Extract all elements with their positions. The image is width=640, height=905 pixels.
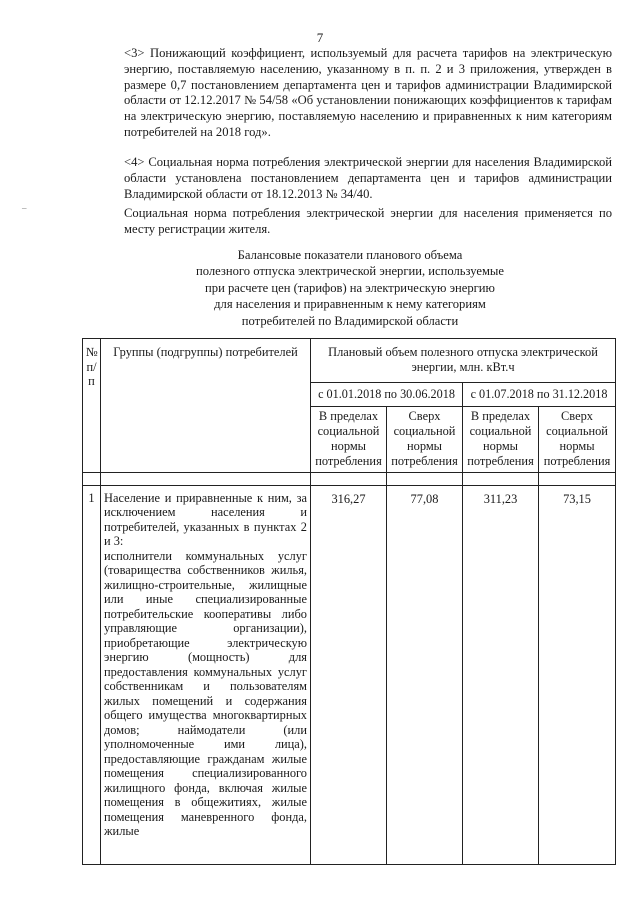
- header-within-1: В пределах социальной нормы потребления: [311, 406, 387, 472]
- row-group: [101, 485, 311, 864]
- header-num: № п/п: [83, 339, 101, 473]
- footnote-4-text: <4> Социальная норма потребления электрической энергии для населения Владимирской области установлена постановлением департамента цен и тарифов администрации Владимирской области от 18.12.2013 № 34/40.: [124, 155, 612, 201]
- caption-line: Балансовые показатели планового объема: [237, 248, 463, 262]
- header-group: Группы (подгруппы) потребителей: [101, 339, 311, 473]
- value-above-1: 77,08: [387, 485, 463, 864]
- header-period-2: с 01.07.2018 по 31.12.2018: [463, 383, 616, 407]
- value-within-1: 316,27: [311, 485, 387, 864]
- row-group-text-a: Население и приравненные к ним, за исключением населения и потребителей, указанных в пунктах 2 и 3:: [104, 490, 307, 548]
- applies-paragraph: [82, 206, 612, 238]
- header-above-1: Сверх социальной нормы потребления: [387, 406, 463, 472]
- header-plan: Плановый объем полезного отпуска электрической энергии, млн. кВт.ч: [311, 339, 616, 383]
- caption-line: при расчете цен (тарифов) на электрическую энергию: [205, 280, 495, 295]
- page-number: 7: [316, 30, 324, 45]
- table-header-row: [83, 339, 616, 383]
- row-group-text-b: исполнители коммунальных услуг (товарищества собственников жилья, жилищно-строительные, жилищные или иные специализированные потребительские кооперативы либо управляющие организации), приобретающие электрическую энергию (мощность) для предоставления коммунальных услуг собственникам и пользователям жилых помещений и содержания общего имущества многоквартирных домов; наймодатели (или уполномоченные ими лица), предоставляющие гражданам жилые помещения специализированного жилищного фонда, включая жилые помещения в общежитиях, жилые помещения маневренного фонда, жилые: [104, 548, 307, 838]
- caption-line: полезного отпуска электрической энергии, используемые: [196, 264, 504, 279]
- balance-table: [82, 338, 616, 865]
- header-period-1: с 01.01.2018 по 30.06.2018: [311, 383, 463, 407]
- applies-text: Социальная норма потребления электрической энергии для населения применяется по месту регистрации жителя.: [124, 206, 612, 236]
- margin-mark: –: [22, 203, 27, 213]
- table-gap-row: [83, 472, 616, 485]
- row-num: 1: [83, 485, 101, 864]
- header-above-2: Сверх социальной нормы потребления: [539, 406, 616, 472]
- caption-line: для населения и приравненным к нему категориям: [214, 297, 486, 312]
- footnote-3: [82, 46, 612, 141]
- header-within-2: В пределах социальной нормы потребления: [463, 406, 539, 472]
- value-within-2: 311,23: [463, 485, 539, 864]
- footnote-3-text: <3> Понижающий коэффициент, используемый для расчета тарифов на электрическую энергию, поставляемую населению, указанному в п. п. 2 и 3 приложения, утвержден в размере 0,7 постановлением департамента цен и тарифов администрации Владимирской области от 12.12.2017 № 54/58 «Об установлении понижающих коэффициентов к тарифам на электрическую энергию, поставляемую населению и приравненных к ним категориям потребителей на 2018 год».: [124, 46, 612, 139]
- footnote-4: [82, 155, 612, 202]
- table-row: [83, 485, 616, 864]
- caption-line: потребителей по Владимирской области: [241, 313, 459, 328]
- value-above-2: 73,15: [539, 485, 616, 864]
- table-caption: [150, 247, 550, 329]
